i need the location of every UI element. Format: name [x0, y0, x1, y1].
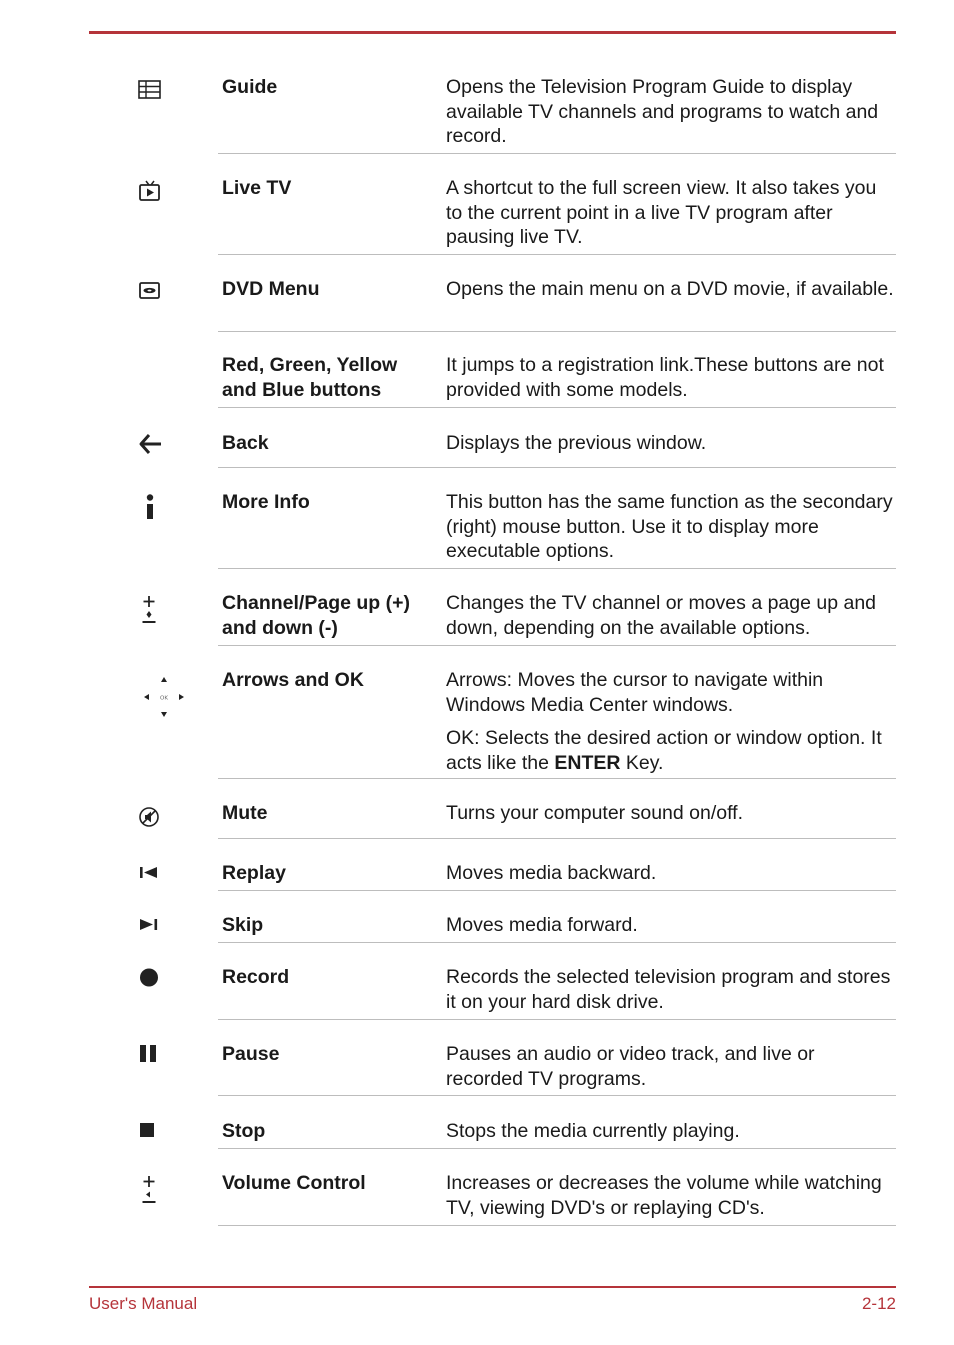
page-number: 2-12 — [861, 1294, 896, 1313]
row-divider — [218, 890, 896, 891]
term-label: Replay — [222, 862, 286, 884]
info-icon — [137, 493, 165, 521]
term-label: DVD Menu — [222, 278, 320, 300]
stop-icon — [137, 1122, 165, 1150]
term-description: Changes the TV channel or moves a page up and down, depending on the available options. — [446, 592, 877, 639]
term-description: Moves media backward. — [446, 862, 657, 884]
term-label: Back — [222, 432, 269, 454]
svg-text:OK: OK — [160, 695, 168, 702]
channel-up-down-icon — [137, 595, 165, 623]
term-label: Guide — [222, 76, 278, 98]
term-label: Pause — [222, 1043, 280, 1065]
row-divider — [218, 407, 896, 408]
live-tv-icon — [137, 179, 165, 207]
term-description: Records the selected television program and stores it on your hard disk drive. — [446, 966, 891, 1013]
term-description: Opens the main menu on a DVD movie, if available. — [446, 278, 894, 300]
term-description: Increases or decreases the volume while watching TV, viewing DVD's or replaying CD's. — [446, 1172, 882, 1219]
row-divider — [218, 568, 896, 569]
term-label: Live TV — [222, 177, 292, 199]
term-label: Record — [222, 966, 290, 988]
row-divider — [218, 254, 896, 255]
term-description: Pauses an audio or video track, and live or recorded TV programs. — [446, 1043, 815, 1090]
row-divider — [218, 467, 896, 468]
term-description: Arrows: Moves the cursor to navigate within Windows Media Center windows. OK: Selects the desired action or window option. It acts like the ENTER Key. — [446, 669, 882, 774]
row-divider — [218, 1148, 896, 1149]
row-divider — [218, 331, 896, 332]
term-description: Displays the previous window. — [446, 432, 707, 454]
row-divider — [218, 942, 896, 943]
row-divider — [218, 1225, 896, 1226]
row-divider — [218, 1019, 896, 1020]
row-divider — [218, 778, 896, 779]
replay-icon — [137, 865, 165, 893]
footer-manual-title: User's Manual — [89, 1294, 198, 1313]
record-icon — [137, 967, 165, 995]
header-rule — [89, 31, 896, 34]
skip-icon — [137, 917, 165, 945]
term-description: It jumps to a registration link.These buttons are not provided with some models. — [446, 354, 884, 401]
row-divider — [218, 1095, 896, 1096]
term-label: Skip — [222, 914, 264, 936]
row-divider — [218, 838, 896, 839]
term-label: More Info — [222, 491, 310, 513]
term-description: This button has the same function as the secondary (right) mouse button. Use it to display more executable options. — [446, 491, 893, 562]
arrows-ok-icon — [140, 674, 190, 720]
term-description: Stops the media currently playing. — [446, 1120, 740, 1142]
volume-control-icon — [137, 1175, 165, 1203]
row-divider — [218, 153, 896, 154]
guide-icon — [137, 79, 165, 107]
pause-icon — [137, 1044, 165, 1072]
term-label: Mute — [222, 802, 268, 824]
term-description: Turns your computer sound on/off. — [446, 802, 743, 824]
dvd-menu-icon — [137, 281, 165, 309]
term-description: Opens the Television Program Guide to display available TV channels and programs to watch and record. — [446, 76, 879, 147]
term-label: Arrows and OK — [222, 669, 364, 691]
term-label: Stop — [222, 1120, 266, 1142]
term-label: Red, Green, Yellow and Blue buttons — [222, 354, 398, 401]
footer-rule — [89, 1286, 896, 1288]
mute-icon — [137, 805, 165, 833]
back-arrow-icon — [137, 431, 165, 459]
term-description: Moves media forward. — [446, 914, 638, 936]
term-description: A shortcut to the full screen view. It also takes you to the current point in a live TV program after pausing live TV. — [446, 177, 877, 248]
term-label: Volume Control — [222, 1172, 366, 1194]
row-divider — [218, 645, 896, 646]
term-label: Channel/Page up (+) and down (-) — [222, 592, 410, 639]
